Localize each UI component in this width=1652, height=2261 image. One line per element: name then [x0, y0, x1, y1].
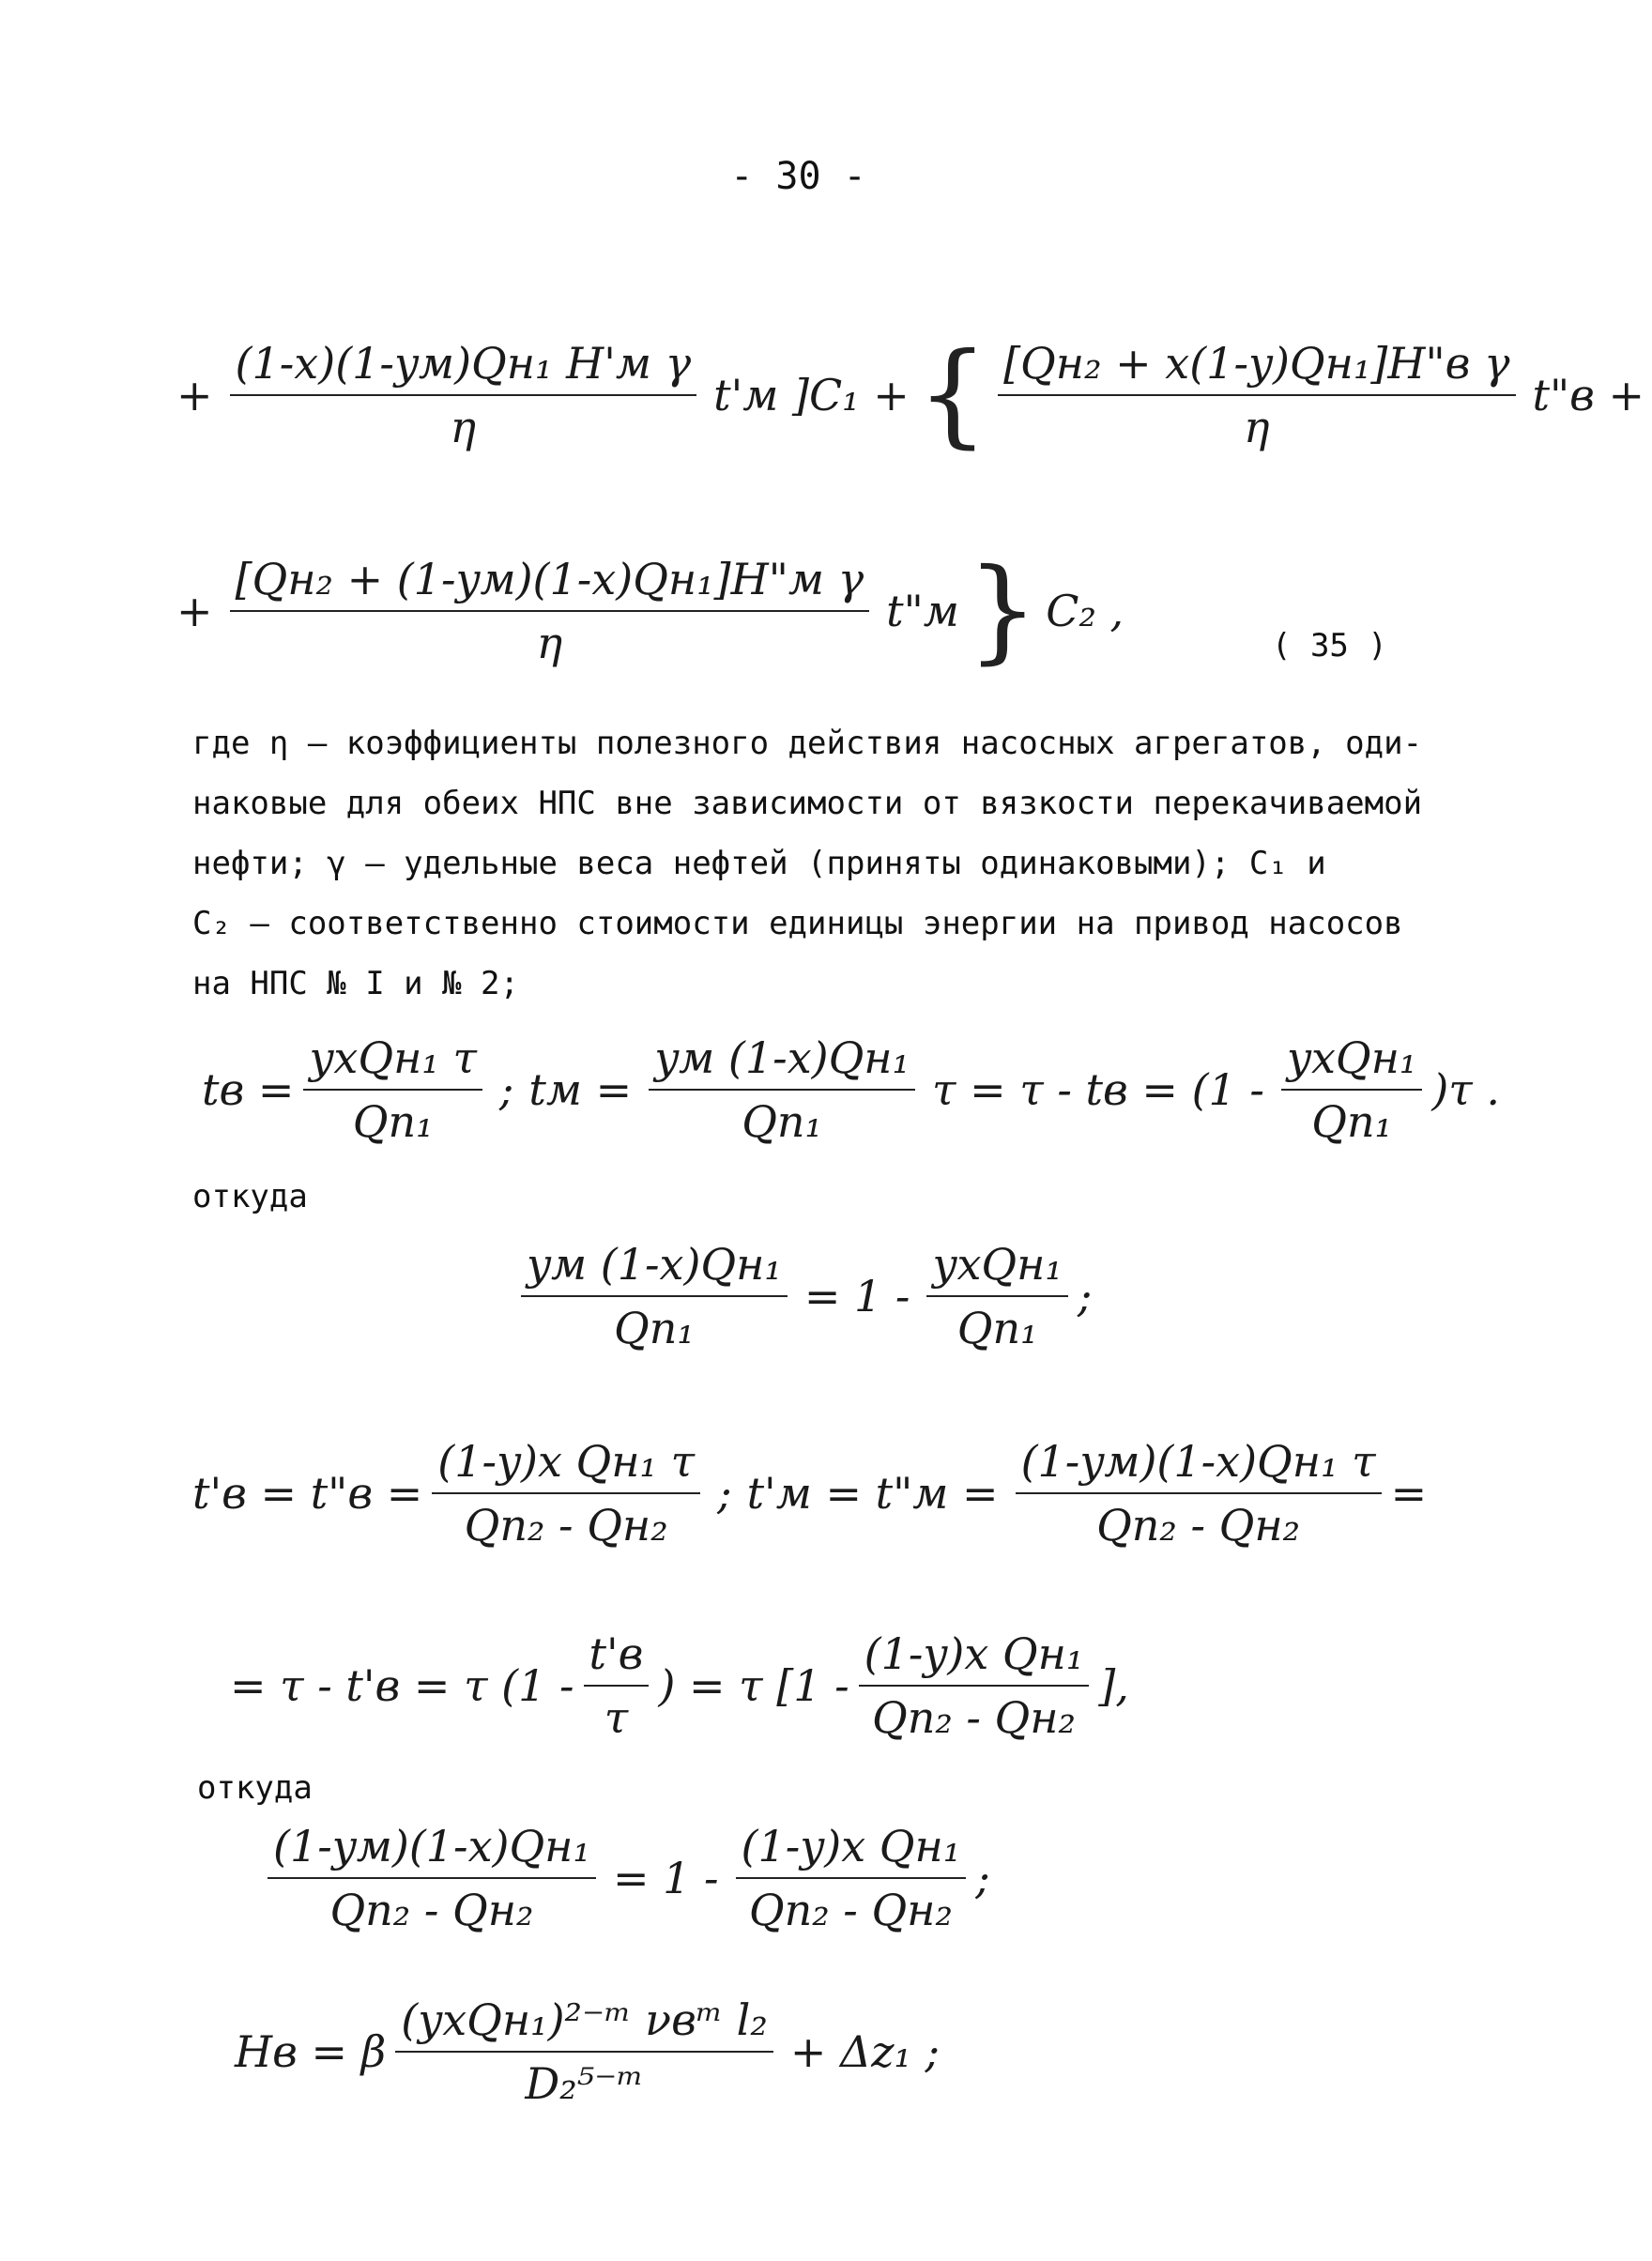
separator: ; — [498, 1064, 514, 1115]
denominator: τ — [604, 1692, 629, 1743]
numerator: (1-yм)(1-x)Qн₁ τ — [1016, 1436, 1382, 1494]
numerator: [Qн₂ + x(1-y)Qн₁]H"в γ — [998, 338, 1515, 396]
numerator: yxQн₁ — [926, 1239, 1067, 1297]
denominator: Qп₂ - Qн₂ — [871, 1692, 1077, 1743]
text-line: наковые для обеих НПС вне зависимости от вязкости перекачиваемой — [192, 785, 1423, 822]
formula-middle: τ = τ - tв = (1 - — [932, 1064, 1264, 1115]
text-line: на НПС № I и № 2; — [192, 965, 519, 1002]
fraction — [521, 1239, 788, 1353]
fraction — [395, 1994, 773, 2109]
formula-middle: ) = τ [1 - — [658, 1660, 849, 1711]
numerator: (1-y)x Qн₁ — [859, 1628, 1090, 1687]
fraction — [432, 1436, 700, 1551]
open-brace: { — [916, 329, 989, 460]
text-line: C₂ – соответственно стоимости единицы энергии на привод насосов — [192, 905, 1403, 942]
denominator: Qп₁ — [956, 1303, 1038, 1353]
formula-ratio-1 — [512, 1239, 1092, 1353]
denominator: Qп₁ — [1311, 1096, 1393, 1147]
text-line: нефти; γ – удельные веса нефтей (приняты одинаковыми); C₁ и — [192, 845, 1326, 882]
fraction — [926, 1239, 1067, 1353]
otkuda-label: откуда — [192, 1178, 308, 1215]
fraction — [649, 1032, 915, 1147]
separator: ; — [717, 1468, 732, 1519]
formula-tail: t"м — [886, 586, 959, 636]
fraction — [859, 1628, 1090, 1743]
denominator: Qп₁ — [614, 1303, 695, 1353]
formula-continuation — [230, 1628, 1129, 1743]
formula-end: ; — [975, 1853, 990, 1903]
numerator: yм (1-x)Qн₁ — [649, 1032, 915, 1091]
numerator: [Qн₂ + (1-yм)(1-x)Qн₁]H"м γ — [230, 554, 870, 612]
denominator: Qп₂ - Qн₂ — [329, 1885, 534, 1935]
formula-after: C₂ , — [1046, 586, 1124, 636]
H-lhs: Hв = β — [235, 2026, 387, 2077]
numerator: yxQн₁ τ — [303, 1032, 482, 1091]
fraction — [1281, 1032, 1422, 1147]
formula-end: + Δz₁ ; — [789, 2026, 941, 2077]
fraction — [584, 1628, 650, 1743]
formula-ratio-2 — [258, 1821, 990, 1935]
formula-middle: = 1 - — [803, 1271, 910, 1321]
formula-end: = — [1390, 1468, 1428, 1519]
numerator: yxQн₁ — [1281, 1032, 1422, 1091]
page-number: - 30 - — [730, 155, 866, 198]
numerator: (1-x)(1-yм)Qн₁ H'м γ — [230, 338, 697, 396]
fraction — [998, 338, 1515, 452]
formula-tail: t'м ]C₁ + — [713, 370, 910, 420]
tm-lhs: tм = — [528, 1064, 633, 1115]
formula-start: = τ - t'в = τ (1 - — [230, 1660, 574, 1711]
formula-H — [235, 1994, 947, 2109]
numerator: (1-y)x Qн₁ — [736, 1821, 967, 1879]
numerator: (yxQн₁)²⁻ᵐ νвᵐ l₂ — [395, 1994, 773, 2053]
formula-t — [202, 1032, 1500, 1147]
numerator: (1-y)x Qн₁ τ — [432, 1436, 700, 1494]
denominator: Qп₁ — [352, 1096, 434, 1147]
denominator: η — [536, 618, 563, 668]
close-brace: } — [966, 545, 1039, 676]
formula-middle: = 1 - — [612, 1853, 719, 1903]
formula-tprime — [192, 1436, 1427, 1551]
tb-lhs: tв = — [202, 1064, 295, 1115]
equation-number: ( 35 ) — [1272, 627, 1387, 665]
fraction — [268, 1821, 596, 1935]
fraction — [736, 1821, 967, 1935]
numerator: t'в — [584, 1628, 650, 1687]
tm-prime-lhs: t'м = t"м = — [746, 1468, 999, 1519]
denominator: Qп₂ - Qн₂ — [1096, 1500, 1301, 1551]
plus-sign: + — [176, 586, 213, 636]
otkuda-label: откуда — [197, 1769, 313, 1807]
denominator: η — [450, 402, 477, 452]
text-line: где η – коэффициенты полезного действия насосных агрегатов, оди- — [192, 725, 1423, 762]
denominator: Qп₁ — [742, 1096, 822, 1147]
formula-35-line-2 — [169, 545, 1131, 676]
tb-prime-lhs: t'в = t"в = — [192, 1468, 423, 1519]
numerator: (1-yм)(1-x)Qн₁ — [268, 1821, 596, 1879]
numerator: yм (1-x)Qн₁ — [521, 1239, 788, 1297]
fraction — [230, 554, 870, 668]
fraction — [1016, 1436, 1382, 1551]
plus-sign: + — [176, 370, 213, 420]
denominator: Qп₂ - Qн₂ — [464, 1500, 668, 1551]
denominator: D₂⁵⁻ᵐ — [525, 2058, 644, 2109]
formula-end: ; — [1077, 1271, 1093, 1321]
denominator: Qп₂ - Qн₂ — [748, 1885, 953, 1935]
formula-35-line-1 — [169, 329, 1652, 460]
formula-tail: t"в + — [1532, 370, 1645, 420]
fraction — [303, 1032, 482, 1147]
body-text — [192, 713, 1441, 1014]
formula-end: )τ . — [1431, 1064, 1500, 1115]
fraction — [230, 338, 697, 452]
denominator: η — [1244, 402, 1270, 452]
formula-end: ], — [1098, 1660, 1129, 1711]
